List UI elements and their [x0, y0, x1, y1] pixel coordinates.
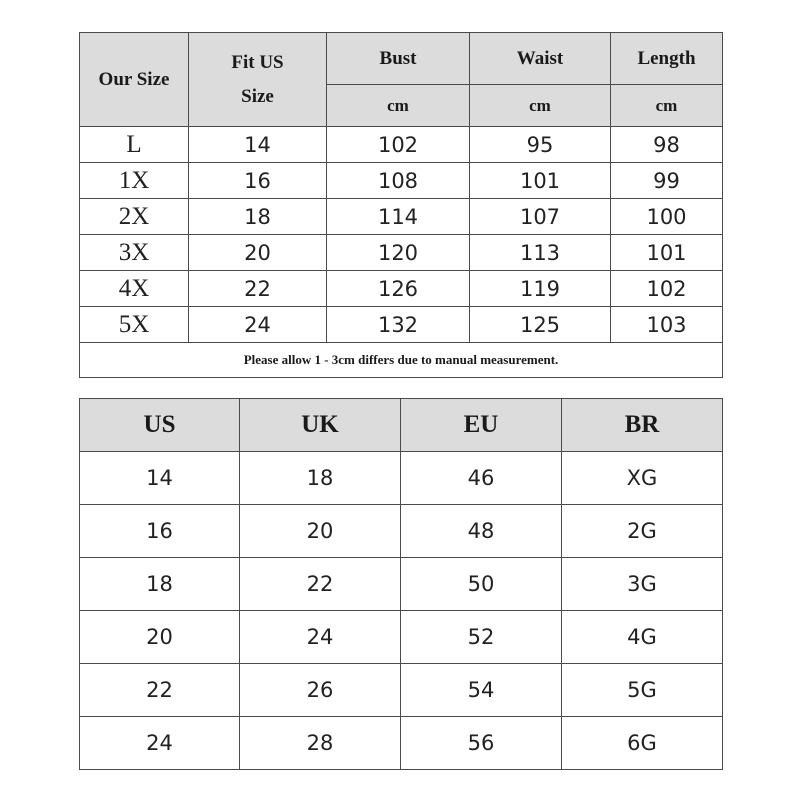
table-row	[80, 307, 723, 343]
our-size-cell: 1X	[80, 163, 189, 199]
us-cell: 24	[80, 717, 240, 770]
bust-cell: 102	[327, 127, 470, 163]
fit-us-header-line1: Fit US	[231, 51, 284, 73]
our-size-cell: 2X	[80, 199, 189, 235]
bust-cell: 120	[327, 235, 470, 271]
our-size-cell: 4X	[80, 271, 189, 307]
length-header: Length	[611, 33, 723, 85]
us-cell: 22	[80, 664, 240, 717]
fit-us-size-header	[189, 33, 327, 127]
br-cell: 3G	[562, 558, 723, 611]
eu-cell: 48	[401, 505, 562, 558]
table-row	[80, 558, 723, 611]
eu-cell: 52	[401, 611, 562, 664]
note-row	[80, 343, 723, 378]
length-unit-header: cm	[611, 85, 723, 127]
bust-header: Bust	[327, 33, 470, 85]
us-cell: 18	[80, 558, 240, 611]
waist-cell: 119	[470, 271, 611, 307]
our-size-cell: L	[80, 127, 189, 163]
waist-cell: 107	[470, 199, 611, 235]
fit-us-header-line2: Size	[241, 85, 274, 107]
bust-cell: 108	[327, 163, 470, 199]
length-cell: 103	[611, 307, 723, 343]
fit-us-cell: 24	[189, 307, 327, 343]
size-chart-table	[79, 32, 723, 378]
uk-cell: 28	[240, 717, 401, 770]
uk-cell: 26	[240, 664, 401, 717]
fit-us-cell: 20	[189, 235, 327, 271]
eu-cell: 54	[401, 664, 562, 717]
br-cell: 6G	[562, 717, 723, 770]
waist-cell: 101	[470, 163, 611, 199]
table-row	[80, 664, 723, 717]
conversion-header-row	[80, 399, 723, 452]
eu-cell: 56	[401, 717, 562, 770]
table-row	[80, 199, 723, 235]
us-header: US	[80, 399, 240, 452]
table-row	[80, 717, 723, 770]
table-row	[80, 452, 723, 505]
bust-cell: 114	[327, 199, 470, 235]
fit-us-cell: 18	[189, 199, 327, 235]
uk-cell: 18	[240, 452, 401, 505]
our-size-header: Our Size	[80, 33, 189, 127]
table-row	[80, 163, 723, 199]
br-cell: 2G	[562, 505, 723, 558]
table-row	[80, 505, 723, 558]
table-row	[80, 235, 723, 271]
bust-cell: 132	[327, 307, 470, 343]
us-cell: 20	[80, 611, 240, 664]
size-conversion-table	[79, 398, 723, 770]
our-size-cell: 3X	[80, 235, 189, 271]
length-cell: 100	[611, 199, 723, 235]
our-size-cell: 5X	[80, 307, 189, 343]
waist-header: Waist	[470, 33, 611, 85]
uk-cell: 20	[240, 505, 401, 558]
length-cell: 101	[611, 235, 723, 271]
table-row	[80, 271, 723, 307]
table-row	[80, 611, 723, 664]
eu-header: EU	[401, 399, 562, 452]
uk-cell: 22	[240, 558, 401, 611]
waist-unit-header: cm	[470, 85, 611, 127]
br-cell: 5G	[562, 664, 723, 717]
length-cell: 102	[611, 271, 723, 307]
waist-cell: 95	[470, 127, 611, 163]
measurement-note: Please allow 1 - 3cm differs due to manual measurement.	[80, 343, 723, 378]
length-cell: 98	[611, 127, 723, 163]
fit-us-cell: 14	[189, 127, 327, 163]
fit-us-cell: 22	[189, 271, 327, 307]
us-cell: 16	[80, 505, 240, 558]
eu-cell: 46	[401, 452, 562, 505]
uk-header: UK	[240, 399, 401, 452]
uk-cell: 24	[240, 611, 401, 664]
bust-unit-header: cm	[327, 85, 470, 127]
br-header: BR	[562, 399, 723, 452]
waist-cell: 125	[470, 307, 611, 343]
length-cell: 99	[611, 163, 723, 199]
eu-cell: 50	[401, 558, 562, 611]
br-cell: XG	[562, 452, 723, 505]
waist-cell: 113	[470, 235, 611, 271]
us-cell: 14	[80, 452, 240, 505]
br-cell: 4G	[562, 611, 723, 664]
table-row	[80, 127, 723, 163]
fit-us-cell: 16	[189, 163, 327, 199]
bust-cell: 126	[327, 271, 470, 307]
